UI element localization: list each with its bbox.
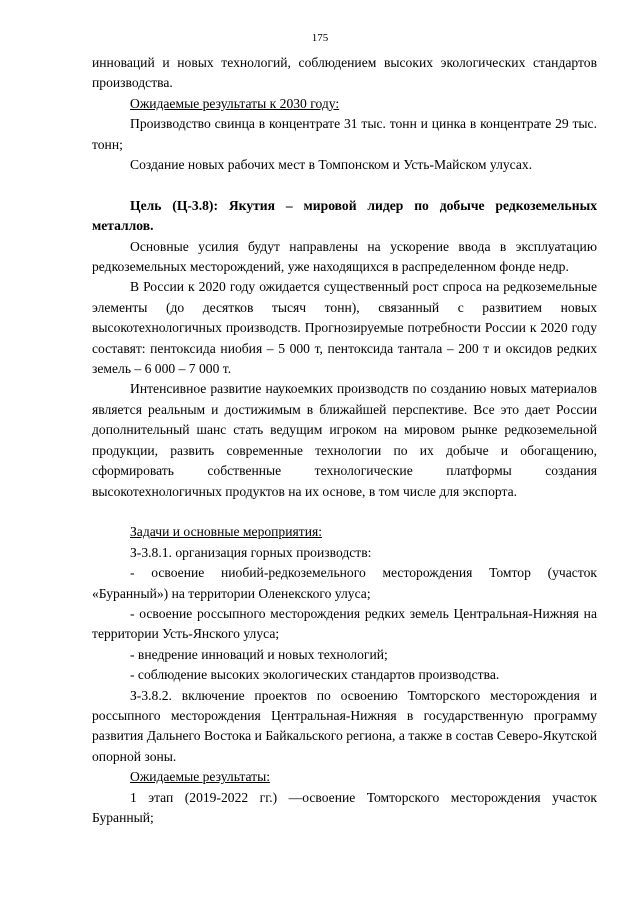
list-item: - освоение россыпного месторождения редких земель Центральная-Нижняя на территории Усть-Янского улуса; [92, 605, 597, 642]
expected-results-heading: Ожидаемые результаты: [130, 769, 271, 785]
paragraph: 1 этап (2019-2022 гг.) —освоение Томторского месторождения участок Буранный; [92, 789, 597, 825]
page-number: 175 [311, 32, 329, 44]
goal-heading: Цель (Ц-3.8): Якутия – мировой лидер по добыче редкоземельных металлов. [92, 197, 597, 234]
document-body [92, 53, 597, 828]
paragraph: инноваций и новых технологий, соблюдением высоких экологических стандартов производства. [92, 55, 597, 91]
list-item: - соблюдение высоких экологических стандартов производства. [130, 667, 500, 683]
expected-results-heading-2030: Ожидаемые результаты к 2030 году: [130, 95, 340, 111]
paragraph: Основные усилия будут направлены на ускорение ввода в эксплуатацию редкоземельных месторождений, уже находящихся в распределенном фонде недр. [92, 238, 597, 275]
tasks-heading: Задачи и основные мероприятия: [130, 524, 323, 540]
paragraph: В России к 2020 году ожидается существенный рост спроса на редкоземельные элементы (до десятков тысяч тонн), связанный с развитием новых высокотехнологичных производств. Прогнозируемые потребности России к 2020 году составят: пентоксида ниобия – 5 000 т, пентоксида тантала – 200 т и оксидов редких земель – 6 000 – 7 000 т. [92, 279, 597, 377]
task-item: З-3.8.2. включение проектов по освоению Томторского месторождения и россыпного месторождения Центральная-Нижняя в государственную программу развития Дальнего Востока и Байкальского региона, а также в состав Северо-Якутской опорной зоны. [92, 687, 597, 764]
list-item: - внедрение инноваций и новых технологий; [130, 646, 388, 662]
paragraph: Интенсивное развитие наукоемких производств по созданию новых материалов является реальным и достижимым в ближайшей перспективе. Все это дает России дополнительный шанс стать ведущим игроком на мировом рынке редкоземельной продукции, развить современные технологии по их добыче и обогащению, сформировать собственные технологические платформы создания высокотехнологичных продуктов на их основе, в том числе для экспорта. [92, 381, 597, 499]
list-item: - освоение ниобий-редкоземельного месторождения Томтор (участок «Буранный») на территории Оленекского улуса; [92, 565, 597, 601]
task-item: З-3.8.1. организация горных производств: [130, 544, 372, 560]
paragraph: Создание новых рабочих мест в Томпонском и Усть-Майском улусах. [130, 157, 533, 173]
paragraph: Производство свинца в концентрате 31 тыс. тонн и цинка в концентрате 29 тыс. тонн; [92, 116, 597, 152]
